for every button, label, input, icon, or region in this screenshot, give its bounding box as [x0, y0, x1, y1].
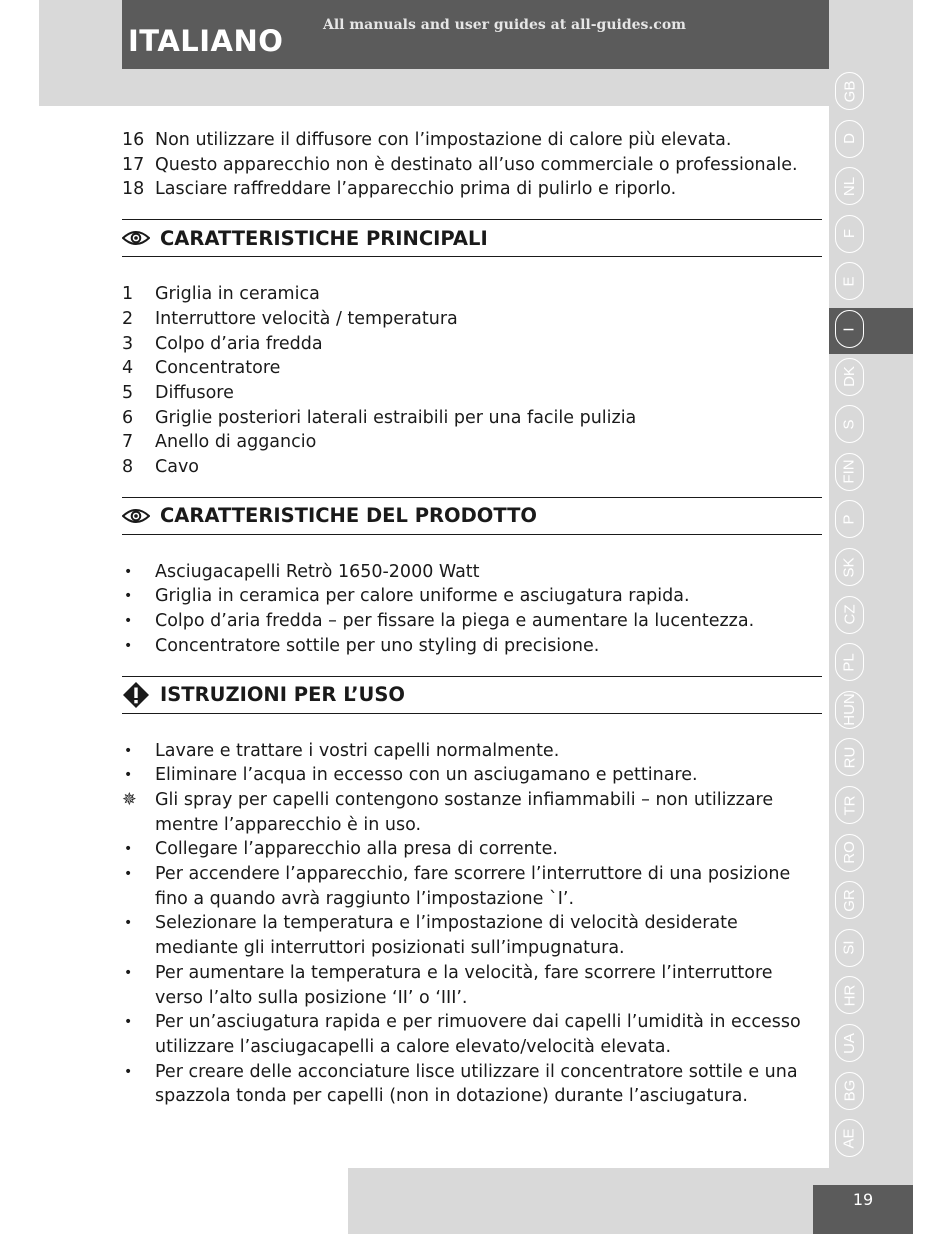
language-tab-label: HUN [841, 693, 858, 727]
language-tab-ru[interactable] [835, 738, 864, 776]
language-tab-label: PL [840, 653, 858, 672]
warning-diamond-icon [122, 681, 160, 709]
list-item-text: Collegare l’apparecchio alla presa di corrente. [155, 839, 558, 860]
language-tab-label: D [841, 133, 858, 145]
list-marker: • [124, 563, 133, 580]
list-item-text: Diffusore [155, 382, 234, 403]
sections [122, 219, 822, 1109]
right-edge-strip [871, 0, 913, 1234]
list-item-text: Lavare e trattare i vostri capelli normalmente. [155, 740, 560, 761]
language-tab-dk[interactable] [835, 358, 864, 396]
list-marker: 16 [122, 130, 145, 150]
list-item-text: Per aumentare la temperatura e la velocità, fare scorrere l’interruttore verso l’alto sulla posizione ‘II’ o ‘III’. [155, 962, 773, 1008]
list-item-text: Gli spray per capelli contengono sostanze infiammabili – non utilizzare mentre l’apparecchio è in uso. [155, 789, 774, 835]
list-item-text: Anello di aggancio [155, 432, 317, 453]
section-heading [122, 219, 822, 257]
list-item [122, 911, 822, 960]
language-tab-label: BG [841, 1079, 858, 1102]
language-tab-hr[interactable] [835, 976, 864, 1014]
list-marker: 18 [122, 179, 145, 200]
section-heading [122, 676, 822, 714]
language-tab-label: FIN [840, 459, 858, 484]
section-title: ISTRUZIONI PER L’USO [160, 683, 406, 707]
list-marker: • [124, 866, 133, 883]
language-tab-label: RO [841, 841, 858, 864]
list-item-text: Per creare delle acconciature lisce utilizzare il concentratore sottile e una spazzola tonda per capelli (non in dotazione) durante l’asciugatura. [155, 1061, 798, 1107]
language-tab-label: P [840, 514, 858, 525]
language-tab-sk[interactable] [835, 548, 864, 586]
list-item-text: Per un’asciugatura rapida e per rimuovere dai capelli l’umidità in eccesso utilizzare l’asciugacapelli a calore elevato/velocità elevata. [155, 1012, 801, 1057]
list-marker: • [124, 613, 133, 630]
language-tab-label: S [840, 419, 858, 430]
list-item [122, 584, 822, 609]
language-tab-label: TR [841, 795, 858, 815]
language-tab-hun[interactable] [835, 691, 864, 729]
language-tab-gb[interactable] [835, 72, 864, 110]
language-tab-bg[interactable] [835, 1072, 864, 1110]
language-tab-label: E [840, 276, 858, 287]
section-list [122, 560, 822, 659]
list-marker: • [124, 742, 133, 759]
list-item-text: Interruttore velocità / temperatura [155, 308, 458, 329]
language-tab-pl[interactable] [835, 643, 864, 681]
list-item [122, 1060, 822, 1109]
language-tab-s[interactable] [835, 405, 864, 443]
list-item-text: Eliminare l’acqua in eccesso con un asciugamano e pettinare. [155, 765, 698, 786]
language-tab-nl[interactable] [835, 167, 864, 205]
list-item [122, 837, 822, 862]
language-tab-ae[interactable] [835, 1119, 864, 1157]
language-tab-label: CZ [841, 604, 858, 625]
section-title: CARATTERISTICHE DEL PRODOTTO [160, 504, 537, 528]
list-item [122, 153, 822, 178]
list-marker: • [124, 637, 133, 654]
list-item [122, 455, 822, 480]
list-marker: 17 [122, 154, 145, 175]
language-tab-label: UA [841, 1032, 858, 1054]
language-tab-label: HR [840, 984, 858, 1007]
section-title: CARATTERISTICHE PRINCIPALI [160, 226, 488, 250]
language-tab-label: RU [840, 746, 858, 769]
language-tab-gr[interactable] [835, 881, 864, 919]
language-tab-tr[interactable] [835, 786, 864, 824]
list-item-text: Concentratore [155, 358, 281, 379]
language-tab-i[interactable] [835, 310, 864, 348]
list-marker: • [124, 915, 133, 932]
list-item [122, 356, 822, 381]
list-item-text: Selezionare la temperatura e l’impostazione di velocità desiderate mediante gli interruttori posizionati sull’impugnatura. [155, 913, 738, 959]
list-item-text: Non utilizzare il diffusore con l’impostazione di calore più elevata. [155, 130, 732, 150]
list-item [122, 381, 822, 406]
list-item-text: Colpo d’aria fredda [155, 333, 323, 354]
list-marker: 2 [122, 308, 134, 329]
section-heading [122, 497, 822, 535]
language-tab-label: NL [841, 176, 858, 196]
eye-icon [122, 230, 160, 246]
list-item [122, 430, 822, 455]
list-item [122, 763, 822, 788]
list-item [122, 307, 822, 332]
language-tab-cz[interactable] [835, 596, 864, 634]
list-marker: 3 [122, 333, 134, 354]
list-item-text: Per accendere l’apparecchio, fare scorrere l’interruttore di una posizione fino a quando avrà raggiunto l’impostazione `I’. [155, 864, 791, 909]
list-marker: 1 [122, 284, 134, 305]
list-item [122, 332, 822, 357]
list-marker: • [124, 588, 133, 605]
list-item-text: Lasciare raffreddare l’apparecchio prima di pulirlo e riporlo. [155, 179, 677, 200]
list-marker: • [124, 841, 133, 858]
list-item [122, 128, 822, 153]
language-tab-ua[interactable] [835, 1024, 864, 1062]
language-tab-p[interactable] [835, 500, 864, 538]
language-tab-label: GR [841, 888, 858, 912]
list-item [122, 560, 822, 585]
list-marker: 4 [122, 358, 134, 379]
language-tab-label: DK [841, 366, 858, 388]
list-marker: 8 [122, 457, 134, 478]
list-item [122, 282, 822, 307]
intro-list [122, 128, 822, 202]
list-marker: • [124, 1014, 133, 1031]
language-tab-ro[interactable] [835, 834, 864, 872]
list-item-text: Griglia in ceramica [155, 284, 320, 305]
list-marker: ✵ [122, 789, 137, 810]
language-tab-fin[interactable] [835, 453, 864, 491]
language-tab-f[interactable] [835, 215, 864, 253]
list-item-text: Colpo d’aria fredda – per fissare la piega e aumentare la lucentezza. [155, 611, 755, 632]
page-content [122, 128, 822, 1109]
list-item-text: Cavo [155, 457, 200, 478]
section-list [122, 739, 822, 1110]
list-item-text: Griglia in ceramica per calore uniforme e asciugatura rapida. [155, 586, 690, 607]
header-language-title: ITALIANO [128, 24, 284, 58]
list-item-text: Concentratore sottile per uno styling di precisione. [155, 635, 600, 656]
language-tab-si[interactable] [835, 929, 864, 967]
list-item [122, 739, 822, 764]
language-tab-e[interactable] [835, 262, 864, 300]
language-tab-label: GB [841, 80, 858, 102]
list-item [122, 177, 822, 202]
list-item-text: Griglie posteriori laterali estraibili per una facile pulizia [155, 407, 637, 428]
list-item-text: Asciugacapelli Retrò 1650-2000 Watt [155, 561, 480, 582]
list-item [122, 961, 822, 1010]
list-item [122, 1010, 822, 1059]
section-list [122, 282, 822, 480]
eye-icon [122, 508, 160, 524]
list-marker: • [124, 964, 133, 981]
list-item [122, 406, 822, 431]
watermark-text: All manuals and user guides at all-guides.com [323, 17, 686, 33]
list-marker: 5 [122, 382, 134, 403]
page-number: 19 [852, 1190, 874, 1209]
list-marker: • [124, 767, 133, 784]
list-marker: 7 [122, 432, 134, 453]
language-tab-label: AE [840, 1128, 858, 1149]
language-tab-label: F [840, 229, 858, 239]
list-item [122, 862, 822, 911]
list-item [122, 788, 822, 837]
language-tab-d[interactable] [835, 120, 864, 158]
list-item [122, 634, 822, 659]
list-item-text: Questo apparecchio non è destinato all’uso commerciale o professionale. [155, 154, 798, 175]
language-tab-label: SI [841, 940, 858, 955]
list-marker: 6 [122, 407, 134, 428]
list-marker: • [124, 1063, 133, 1080]
list-item [122, 609, 822, 634]
language-tab-label: SK [840, 556, 858, 578]
language-tab-label: I [840, 326, 858, 332]
